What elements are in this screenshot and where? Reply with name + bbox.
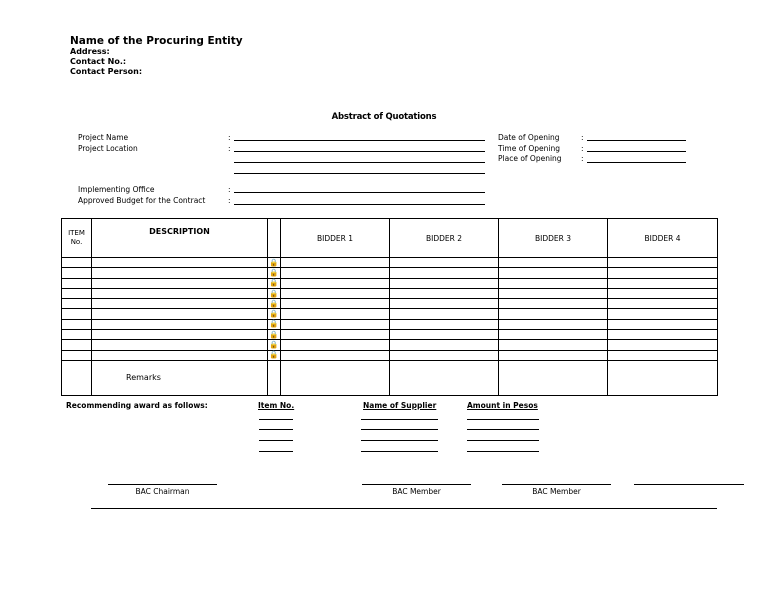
quotations-table — [61, 218, 718, 396]
bid-cell[interactable] — [281, 268, 390, 278]
bid-cell[interactable] — [499, 330, 608, 340]
item-no-header: ITEM No. — [62, 219, 92, 258]
description-cell[interactable] — [92, 330, 268, 340]
bac-member-1-signature-line — [362, 484, 471, 485]
bid-cell[interactable] — [281, 309, 390, 319]
bidder-2-header: BIDDER 2 — [390, 219, 499, 258]
award-supplier-line[interactable] — [361, 419, 438, 420]
bid-cell[interactable] — [281, 258, 390, 268]
header-spacer — [268, 219, 281, 258]
table-row — [62, 278, 718, 288]
description-cell[interactable] — [92, 350, 268, 360]
item-cell[interactable] — [62, 319, 92, 329]
bid-cell[interactable] — [281, 299, 390, 309]
remarks-spacer — [268, 360, 281, 395]
remarks-bid-cell[interactable] — [608, 360, 718, 395]
procuring-entity-name: Name of the Procuring Entity — [70, 35, 243, 47]
description-cell[interactable] — [92, 258, 268, 268]
bid-cell[interactable] — [281, 350, 390, 360]
page-title: Abstract of Quotations — [331, 112, 437, 122]
contact-person-label: Contact Person: — [70, 67, 143, 76]
lock-icon: 🔒 — [269, 309, 279, 319]
description-cell[interactable] — [92, 288, 268, 298]
project-name-field[interactable] — [234, 140, 485, 141]
approved-budget-label: Approved Budget for the Contract — [78, 196, 206, 205]
bidder-3-header: BIDDER 3 — [499, 219, 608, 258]
award-amount-line[interactable] — [467, 419, 539, 420]
remarks-item-cell — [62, 360, 92, 395]
lock-icon: 🔒 — [269, 298, 279, 308]
implementing-office-field[interactable] — [234, 192, 485, 193]
bid-cell[interactable] — [390, 268, 499, 278]
bid-cell[interactable] — [390, 340, 499, 350]
table-row — [62, 340, 718, 350]
remarks-bid-cell[interactable] — [499, 360, 608, 395]
bid-cell[interactable] — [608, 319, 718, 329]
lock-icon: 🔒 — [269, 278, 279, 288]
table-row — [62, 268, 718, 278]
bid-cell[interactable] — [390, 309, 499, 319]
bac-chairman-label: BAC Chairman — [135, 487, 190, 496]
item-cell[interactable] — [62, 350, 92, 360]
table-row — [62, 309, 718, 319]
date-of-opening-colon: : — [581, 133, 584, 142]
bid-cell[interactable] — [499, 258, 608, 268]
description-cell[interactable] — [92, 319, 268, 329]
date-of-opening-label: Date of Opening — [498, 133, 560, 142]
time-of-opening-field[interactable] — [587, 151, 686, 152]
bid-cell[interactable] — [608, 258, 718, 268]
bid-cell[interactable] — [281, 278, 390, 288]
bid-cell[interactable] — [499, 288, 608, 298]
remarks-bid-cell[interactable] — [281, 360, 390, 395]
bidder-1-header: BIDDER 1 — [281, 219, 390, 258]
lock-icon: 🔒 — [269, 257, 279, 267]
award-item-line[interactable] — [259, 429, 293, 430]
address-label: Address: — [70, 47, 110, 56]
bid-cell[interactable] — [608, 340, 718, 350]
bac-member-2-label: BAC Member — [532, 487, 581, 496]
bid-cell[interactable] — [281, 319, 390, 329]
item-cell[interactable] — [62, 278, 92, 288]
bid-cell[interactable] — [608, 278, 718, 288]
supplier-heading: Name of Supplier — [363, 401, 437, 410]
project-location-field-line-3[interactable] — [234, 173, 485, 174]
award-amount-line[interactable] — [467, 429, 539, 430]
place-of-opening-label: Place of Opening — [498, 154, 562, 163]
bid-cell[interactable] — [499, 299, 608, 309]
table-row — [62, 350, 718, 360]
approved-budget-field[interactable] — [234, 204, 485, 205]
bac-member-2-signature-line — [502, 484, 611, 485]
bac-member-1-label: BAC Member — [392, 487, 441, 496]
remarks-bid-cell[interactable] — [390, 360, 499, 395]
project-location-label: Project Location — [78, 144, 138, 153]
item-cell[interactable] — [62, 258, 92, 268]
bac-chairman-signature-line — [108, 484, 217, 485]
item-cell[interactable] — [62, 340, 92, 350]
item-cell[interactable] — [62, 288, 92, 298]
lock-icon: 🔒 — [269, 267, 279, 277]
table-row — [62, 258, 718, 268]
lock-icon: 🔒 — [269, 340, 279, 350]
award-amount-line[interactable] — [467, 451, 539, 452]
amount-heading: Amount in Pesos — [467, 401, 538, 410]
bid-cell[interactable] — [608, 330, 718, 340]
bid-cell[interactable] — [390, 278, 499, 288]
table-row — [62, 288, 718, 298]
lock-icon: 🔒 — [269, 329, 279, 339]
bid-cell[interactable] — [281, 330, 390, 340]
lock-icon: 🔒 — [269, 350, 279, 360]
bid-cell[interactable] — [390, 288, 499, 298]
lock-icon: 🔒 — [269, 319, 279, 329]
bid-cell[interactable] — [499, 268, 608, 278]
bid-cell[interactable] — [281, 288, 390, 298]
bid-cell[interactable] — [499, 309, 608, 319]
award-supplier-line[interactable] — [361, 440, 438, 441]
implementing-office-colon: : — [228, 185, 231, 194]
description-cell[interactable] — [92, 340, 268, 350]
award-supplier-line[interactable] — [361, 429, 438, 430]
bid-cell[interactable] — [608, 299, 718, 309]
bid-cell[interactable] — [390, 319, 499, 329]
bid-cell[interactable] — [499, 350, 608, 360]
time-of-opening-label: Time of Opening — [498, 144, 560, 153]
award-item-line[interactable] — [259, 451, 293, 452]
project-location-field-line-2[interactable] — [234, 162, 485, 163]
approved-budget-colon: : — [228, 196, 231, 205]
bid-cell[interactable] — [608, 309, 718, 319]
bid-cell[interactable] — [390, 299, 499, 309]
project-location-colon: : — [228, 144, 231, 153]
award-item-line[interactable] — [259, 440, 293, 441]
description-cell[interactable] — [92, 299, 268, 309]
bid-cell[interactable] — [281, 340, 390, 350]
item-cell[interactable] — [62, 309, 92, 319]
award-supplier-line[interactable] — [361, 451, 438, 452]
implementing-office-label: Implementing Office — [78, 185, 155, 194]
bid-cell[interactable] — [608, 268, 718, 278]
table-row — [62, 319, 718, 329]
bid-cell[interactable] — [390, 330, 499, 340]
recommendation-label: Recommending award as follows: — [66, 401, 208, 410]
place-of-opening-colon: : — [581, 154, 584, 163]
remarks-label: Remarks — [92, 360, 268, 395]
bid-cell[interactable] — [390, 350, 499, 360]
item-cell[interactable] — [62, 330, 92, 340]
bac-member-3-signature-line — [634, 484, 744, 485]
description-cell[interactable] — [92, 268, 268, 278]
contact-no-label: Contact No.: — [70, 57, 127, 66]
date-of-opening-field[interactable] — [587, 140, 686, 141]
project-name-label: Project Name — [78, 133, 129, 142]
description-cell[interactable] — [92, 278, 268, 288]
project-name-colon: : — [228, 133, 231, 142]
bid-cell[interactable] — [499, 319, 608, 329]
award-amount-line[interactable] — [467, 440, 539, 441]
bid-cell[interactable] — [608, 350, 718, 360]
bid-cell[interactable] — [499, 278, 608, 288]
table-row — [62, 299, 718, 309]
table-row — [62, 330, 718, 340]
item-cell[interactable] — [62, 299, 92, 309]
description-header: DESCRIPTION — [92, 219, 268, 258]
bid-cell[interactable] — [390, 258, 499, 268]
description-cell[interactable] — [92, 309, 268, 319]
lock-icon: 🔒 — [269, 288, 279, 298]
bidder-4-header: BIDDER 4 — [608, 219, 718, 258]
footer-divider — [91, 508, 717, 509]
award-item-line[interactable] — [259, 419, 293, 420]
place-of-opening-field[interactable] — [587, 162, 686, 163]
item-no-heading: Item No. — [258, 401, 295, 410]
item-cell[interactable] — [62, 268, 92, 278]
project-location-field[interactable] — [234, 151, 485, 152]
bid-cell[interactable] — [608, 288, 718, 298]
bid-cell[interactable] — [499, 340, 608, 350]
time-of-opening-colon: : — [581, 144, 584, 153]
